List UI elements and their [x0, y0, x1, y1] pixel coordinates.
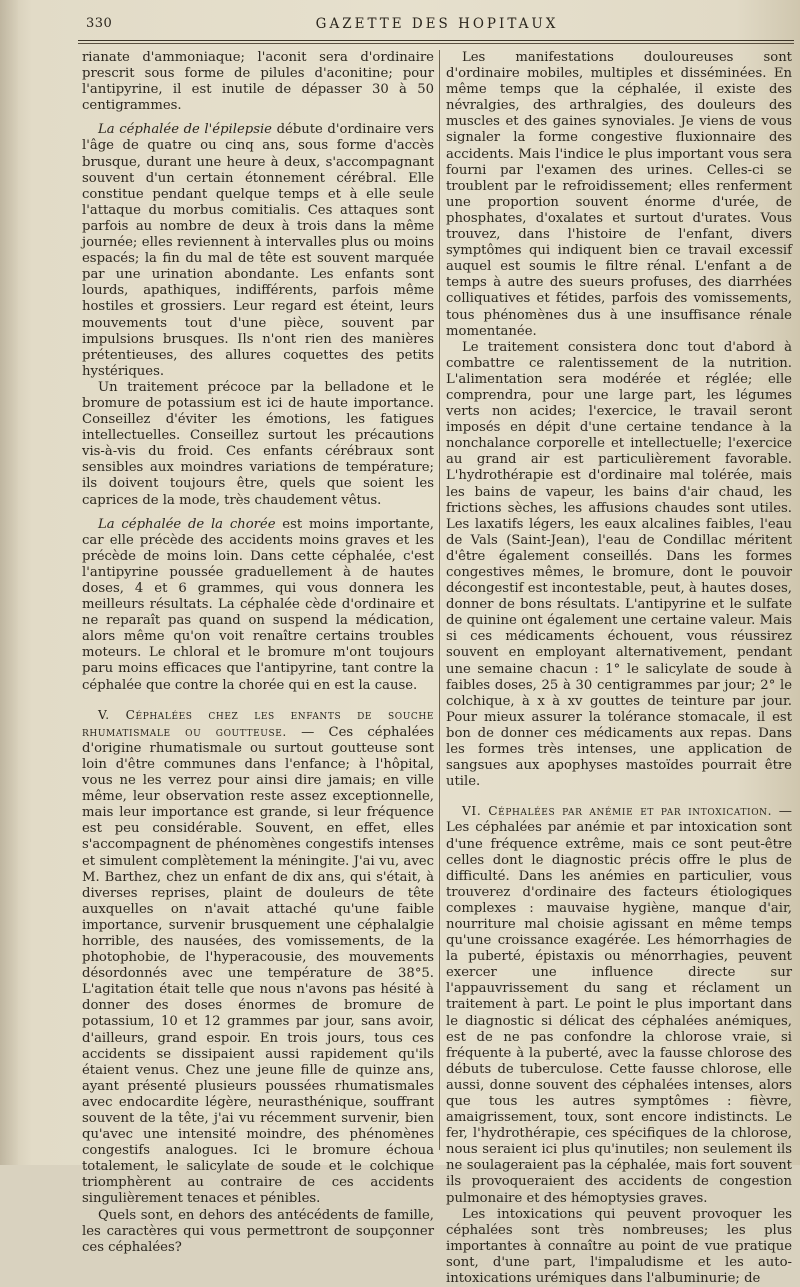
paragraph-body: est moins importante, car elle précède des accidents moins graves et les précède de moins loin. Dans cette céphalée, c'est l'antipyrine poussée graduellement à de hautes doses, 4 et 6 grammes, qui vous donnera les meilleurs résultats. La céphalée cède d'ordinaire et ne reparaît pas quand on suspend la médication, alors même qu'on voit renaître certains troubles moteurs. Le chloral et le bromure m'ont toujours paru moins efficaces que l'antipyrine, tant contre la céphalée que contre la chorée qui en est la cause. — [82, 516, 434, 693]
right-column — [446, 50, 792, 1287]
section-heading: VI. Céphalées par anémie et par intoxication. — [462, 804, 773, 819]
section-vi — [446, 803, 792, 1206]
page-binding-edge — [0, 0, 18, 1165]
page-header — [78, 10, 796, 40]
section-v — [82, 707, 434, 1208]
paragraph-epilepsy — [82, 122, 434, 380]
column-divider — [439, 50, 440, 1150]
page-number: 330 — [86, 16, 113, 31]
paragraph-body: — Les céphalées par anémie et par intoxication sont d'une fréquence extrême, mais ce sont peut-être celles dont le diagnostic précis offre le plus de difficulté. Dans les anémies en particulier, vous trouverez d'ordinaire des facteurs étiologiques complexes : mauvaise hygiène, manque d'air, nourriture mal choisie agissant en même temps qu'une croissance exagérée. Les hémorrhagies de la puberté, épistaxis ou ménorrhagies, peuvent exercer une influence directe sur l'appauvrissement du sang et réclament un traitement à part. Le point le plus important dans le diagnostic si délicat des céphalées anémiques, est de ne pas confondre la chlorose vraie, si fréquente à la puberté, avec la fausse chlorose des débuts de tuberculose. Cette fausse chlorose, elle aussi, donne souvent des céphalées intenses, alors que tous les autres symptômes : fièvre, amaigrissement, toux, sont encore indistincts. Le fer, l'hydrothérapie, ces spécifiques de la chlorose, nous seraient ici plus qu'inutiles; non seulement ils ne soulageraient pas la céphalée, mais fort souvent ils provoqueraient des accidents de congestion pulmonaire et des hémoptysies graves. — [446, 804, 792, 1206]
left-column — [82, 50, 434, 1256]
header-rule — [78, 40, 794, 41]
paragraph-lead-italic: La céphalée de la chorée — [98, 516, 276, 532]
journal-title: GAZETTE DES HOPITAUX — [315, 16, 559, 32]
paragraph: Les manifestations douloureuses sont d'ordinaire mobiles, multiples et disséminées. En même temps que la céphalée, il existe des névralgies, des arthralgies, des douleurs des muscles et des gaines synoviales. Je viens de vous signaler la forme congestive fluxionnaire des accidents. Mais l'indice le plus important vous sera fourni par l'examen des urines. Celles-ci se troublent par le refroidissement; elles renferment une proportion souvent énorme d'urée, de phosphates, d'oxalates et surtout d'urates. Vous trouvez, dans l'histoire de l'enfant, divers symptômes qui indiquent bien ce travail excessif auquel est soumis le filtre rénal. L'enfant a de temps à autre des sueurs profuses, des diarrhées colliquatives et fétides, parfois des vomissements, tous phénomènes dus à une insuffisance rénale momentanée. — [446, 50, 792, 339]
paragraph: Le traitement consistera donc tout d'abord à combattre ce ralentissement de la nutrition. L'alimentation sera modérée et réglée; elle comprendra, pour une large part, les légumes verts non acides; l'exercice, le travail seront imposés en dépit d'une certaine tendance à la nonchalance corporelle et intellectuelle; l'exercice au grand air est particulièrement favorable. L'hydrothérapie est d'ordinaire mal tolérée, mais les bains de vapeur, les bains d'air chaud, les frictions sèches, les affusions chaudes sont utiles. Les laxatifs légers, les eaux alcalines faibles, l'eau de Vals (Saint-Jean), l'eau de Condillac méritent d'être également conseillés. Dans les formes congestives mêmes, le bromure, dont le pouvoir décongestif est incontestable, peut, à hautes doses, donner de bons résultats. L'antipyrine et le sulfate de quinine ont également une certaine valeur. Mais si ces médicaments échouent, vous réussirez souvent en employant alternativement, pendant une semaine chacun : 1° le salicylate de soude à faibles doses, 25 à 30 centigrammes par jour; 2° le colchique, à x à xv gouttes de teinture par jour. Pour mieux assurer la tolérance stomacale, il est bon de donner ces médicaments aux repas. Dans les formes très intenses, une application de sangsues aux apophyses mastoïdes pourrait être utile. — [446, 339, 792, 790]
header-rule-thin — [78, 43, 794, 44]
paragraph: rianate d'ammoniaque; l'aconit sera d'ordinaire prescrit sous forme de pilules d'aconitine; pour l'antipyrine, il est inutile de dépasser 30 à 50 centigrammes. — [82, 50, 434, 114]
paragraph: Les intoxications qui peuvent provoquer les céphalées sont très nombreuses; les plus importantes à connaître au point de vue pratique sont, d'une part, l'impaludisme et les auto-intoxications urémiques dans l'albuminurie; de — [446, 1206, 792, 1287]
paragraph-chorea — [82, 517, 434, 694]
paragraph-lead-italic: La céphalée de l'épilepsie — [98, 122, 272, 138]
paragraph-body: — Ces céphalées d'origine rhumatismale ou surtout goutteuse sont loin d'être communes dans l'enfance; à l'hôpital, vous ne les verrez pour ainsi dire jamais; en ville même, leur observation reste assez exceptionnelle, mais leur importance est grande, si leur fréquence est peu considérable. Souvent, en effet, elles s'accompagnent de phénomènes congestifs intenses et simulent complètement la méningite. J'ai vu, avec M. Barthez, chez un enfant de dix ans, qui s'était, à diverses reprises, plaint de douleurs de tête auxquelles on n'avait attaché qu'une faible importance, survenir brusquement une céphalalgie horrible, des nausées, des vomissements, de la photophobie, de l'hyperacousie, des mouvements désordonnés avec une température de 38°5. L'agitation était telle que nous n'avons pas hésité à donner des doses énormes de bromure de potassium, 10 et 12 grammes par jour, sans avoir, d'ailleurs, grand espoir. En trois jours, tous ces accidents se dissipaient aussi rapidement qu'ils étaient venus. Chez une jeune fille de quinze ans, ayant présenté plusieurs poussées rhumatismales avec endocardite légère, neurasthénique, souffrant souvent de la tête, j'ai vu récemment survenir, bien qu'avec une intensité moindre, des phénomènes congestifs analogues. Ici le bromure échoua totalement, le salicylate de soude et le colchique triomphèrent au contraire de ces accidents singulièrement tenaces et pénibles. — [82, 724, 434, 1207]
paragraph: Quels sont, en dehors des antécédents de famille, les caractères qui vous permettront de soupçonner ces céphalées? — [82, 1207, 434, 1255]
paragraph-body: débute d'ordinaire vers l'âge de quatre ou cinq ans, sous forme d'accès brusque, durant une heure à deux, s'accompagnant souvent d'un certain étonnement cérébral. Elle constitue pendant quelque temps et à elle seule l'attaque du morbus comitialis. Ces attaques sont parfois au nombre de deux à trois dans la même journée; elles reviennent à intervalles plus ou moins espacés; la fin du mal de tête est souvent marquée par une urination abondante. Les enfants sont lourds, apathiques, indifférents, parfois même hostiles et grossiers. Leur regard est éteint, leurs mouvements tout d'une pièce, souvent par impulsions brusques. Ils n'ont rien des manières prétentieuses, des allures coquettes des petits hystériques. — [82, 122, 434, 379]
section-heading: V. Céphalées chez les enfants de souche rhumatismale ou goutteuse. — [82, 707, 434, 739]
paragraph: Un traitement précoce par la belladone et le bromure de potassium est ici de haute importance. Conseillez d'éviter les émotions, les fatigues intellectuelles. Conseillez surtout les précautions vis-à-vis du froid. Ces enfants cérébraux sont sensibles aux moindres variations de température; ils doivent toujours être, quels que soient les caprices de la mode, très chaudement vêtus. — [82, 379, 434, 508]
